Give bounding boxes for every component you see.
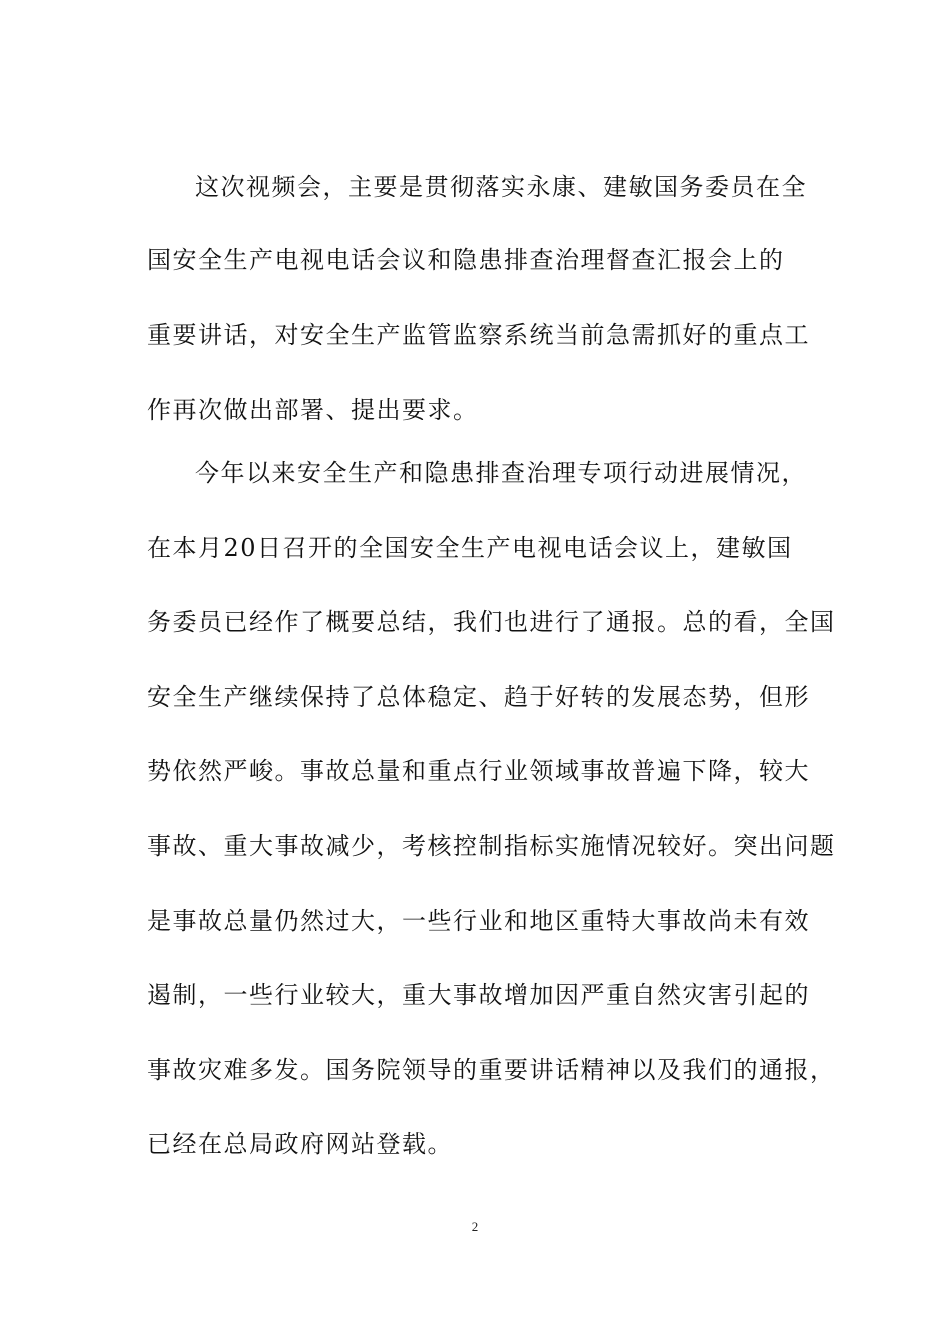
paragraph-2-line-1: 今年以来安全生产和隐患排查治理专项行动进展情况，	[195, 459, 807, 487]
paragraph-1-line-2: 国安全生产电视电话会议和隐患排查治理督查汇报会上的	[147, 246, 785, 274]
paragraph-2-line-3: 务委员已经作了概要总结，我们也进行了通报。总的看，全国	[147, 608, 836, 636]
paragraph-2-line-2: 在本月20日召开的全国安全生产电视电话会议上，建敏国	[147, 534, 793, 562]
paragraph-2-line-7: 是事故总量仍然过大，一些行业和地区重特大事故尚未有效	[147, 907, 810, 935]
paragraph-2-line-10: 已经在总局政府网站登载。	[147, 1130, 453, 1158]
paragraph-2-line-4: 安全生产继续保持了总体稳定、趋于好转的发展态势，但形	[147, 683, 810, 711]
page-number: 2	[471, 1219, 479, 1234]
paragraph-2-line-5: 势依然严峻。事故总量和重点行业领域事故普遍下降，较大	[147, 757, 810, 785]
paragraph-1-line-4: 作再次做出部署、提出要求。	[147, 396, 479, 424]
paragraph-1-line-3: 重要讲话，对安全生产监管监察系统当前急需抓好的重点工	[147, 321, 810, 349]
paragraph-2-line-6: 事故、重大事故减少，考核控制指标实施情况较好。突出问题	[147, 832, 836, 860]
paragraph-2-line-9: 事故灾难多发。国务院领导的重要讲话精神以及我们的通报，	[147, 1056, 836, 1084]
paragraph-2-line-8: 遏制，一些行业较大，重大事故增加因严重自然灾害引起的	[147, 981, 810, 1009]
paragraph-1-line-1: 这次视频会，主要是贯彻落实永康、建敏国务委员在全	[195, 173, 807, 201]
